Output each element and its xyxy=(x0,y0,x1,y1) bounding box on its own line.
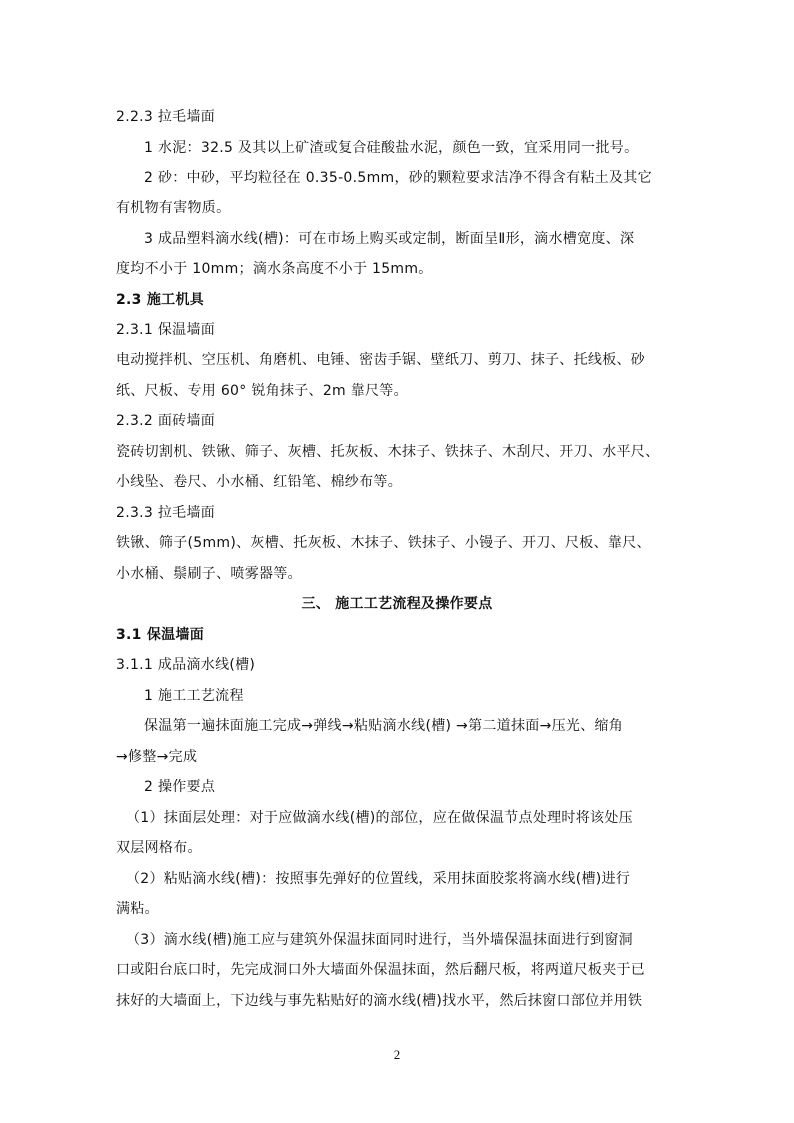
paragraph-line: 1 水泥：32.5 及其以上矿渣或复合硅酸盐水泥，颜色一致，宜采用同一批号。 xyxy=(144,140,639,156)
paragraph-line: 满粘。 xyxy=(116,901,159,917)
page-number: 2 xyxy=(393,1047,401,1062)
paragraph-line: 2 砂：中砂，平均粒径在 0.35-0.5mm，砂的颗粒要求洁净不得含有粘土及其它 xyxy=(144,170,652,186)
heading-2-3-1: 2.3.1 保温墙面 xyxy=(116,322,216,338)
paragraph-line: 度均不小于 10mm；滴水条高度不小于 15mm。 xyxy=(116,261,433,277)
paragraph-line: 纸、尺板、专用 60° 锐角抹子、2m 靠尺等。 xyxy=(116,383,408,399)
heading-2-3-2: 2.3.2 面砖墙面 xyxy=(116,413,216,429)
paragraph-line: →修整→完成 xyxy=(116,749,198,765)
heading-2-2-3: 2.2.3 拉毛墙面 xyxy=(116,109,216,125)
paragraph-line: （1）抹面层处理：对于应做滴水线(槽)的部位，应在做保温节点处理时将该处压 xyxy=(126,810,633,826)
paragraph-line: 铁锹、筛子(5mm)、灰槽、托灰板、木抹子、铁抹子、小镘子、开刀、尺板、靠尺、 xyxy=(116,535,651,551)
paragraph-line: 小水桶、鬃刷子、喷雾器等。 xyxy=(116,566,302,582)
heading-3-1-1: 3.1.1 成品滴水线(槽) xyxy=(116,657,256,673)
heading-3-1: 3.1 保温墙面 xyxy=(116,627,205,643)
paragraph-line: 口或阳台底口时，先完成洞口外大墙面外保温抹面，然后翻尺板，将两道尺板夹于已 xyxy=(116,962,646,978)
heading-2-3-3: 2.3.3 拉毛墙面 xyxy=(116,505,216,521)
heading-2-3: 2.3 施工机具 xyxy=(116,292,205,308)
chapter-heading: 三、 施工工艺流程及操作要点 xyxy=(301,596,493,612)
paragraph-line: 小线坠、卷尺、小水桶、红铅笔、棉纱布等。 xyxy=(116,474,402,490)
paragraph-line: 3 成品塑料滴水线(槽)：可在市场上购买或定制，断面呈Ⅱ形，滴水槽宽度、深 xyxy=(144,231,635,247)
paragraph-line: 抹好的大墙面上，下边线与事先粘贴好的滴水线(槽)找水平，然后抹窗口部位并用铁 xyxy=(116,993,643,1009)
subheading: 2 操作要点 xyxy=(144,779,216,795)
paragraph-line: 电动搅拌机、空压机、角磨机、电锤、密齿手锯、壁纸刀、剪刀、抹子、托线板、砂 xyxy=(116,352,646,368)
paragraph-line: （3）滴水线(槽)施工应与建筑外保温抹面同时进行，当外墙保温抹面进行到窗洞 xyxy=(126,932,633,948)
paragraph-line: 双层网格布。 xyxy=(116,840,202,856)
paragraph-line: 有机物有害物质。 xyxy=(116,200,231,216)
paragraph-line: 保温第一遍抹面施工完成→弹线→粘贴滴水线(槽) →第二道抹面→压光、缩角 xyxy=(144,718,624,734)
paragraph-line: （2）粘贴滴水线(槽)：按照事先弹好的位置线，采用抹面胶浆将滴水线(槽)进行 xyxy=(126,871,631,887)
subheading: 1 施工工艺流程 xyxy=(144,688,244,704)
paragraph-line: 瓷砖切割机、铁锹、筛子、灰槽、托灰板、木抹子、铁抹子、木刮尺、开刀、水平尺、 xyxy=(116,444,660,460)
